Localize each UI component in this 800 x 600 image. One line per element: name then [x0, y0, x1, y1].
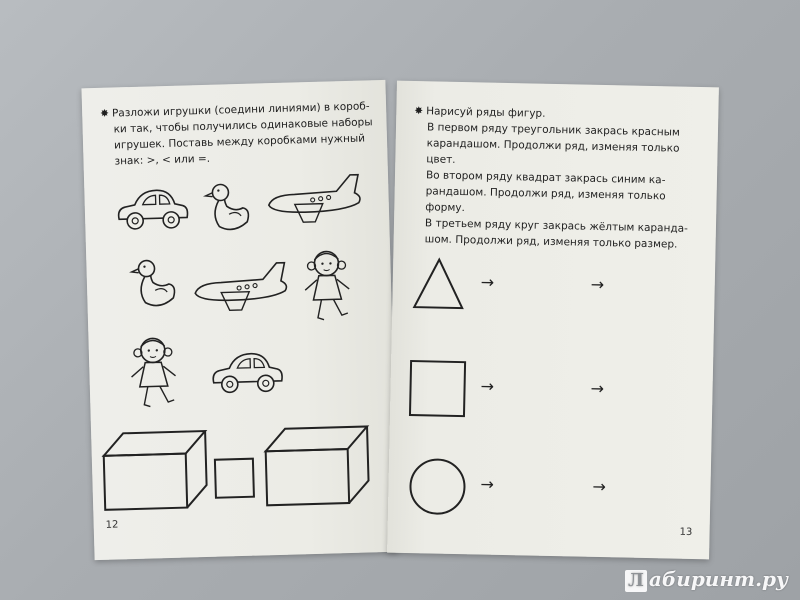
box-left-icon — [101, 427, 211, 512]
left-instruction-line: Разложи игрушки (соедини линиями) в короб- — [111, 100, 370, 120]
bullet-star-icon: ✸ — [414, 105, 424, 118]
arrow-icon: → — [480, 376, 495, 396]
left-page — [81, 80, 398, 560]
bullet-star-icon: ✸ — [100, 107, 110, 120]
left-instruction-line: знак: >, < или =. — [114, 152, 211, 168]
arrow-icon: → — [480, 474, 495, 494]
arrow-icon: → — [590, 378, 605, 399]
car-icon — [207, 347, 288, 399]
right-instruction — [411, 103, 704, 253]
arrow-icon: → — [592, 476, 607, 497]
duck-icon — [204, 180, 254, 237]
comparison-sign-box[interactable] — [214, 458, 255, 499]
right-page — [387, 81, 719, 560]
doll-icon — [296, 245, 358, 327]
right-instruction-line: форму. — [425, 201, 465, 215]
labirint-logo-icon: Л — [625, 570, 647, 592]
right-instruction-line: рандашом. Продолжи ряд, изменяя только — [425, 185, 666, 203]
right-instruction-line: Нарисуй ряды фигур. — [426, 105, 546, 120]
right-instruction-line: цвет. — [426, 153, 456, 166]
airplane-icon — [264, 166, 366, 229]
right-instruction-line: Во втором ряду квадрат закрась синим ка- — [425, 169, 666, 187]
square-shape — [408, 359, 467, 418]
car-icon — [112, 183, 193, 235]
page-number: 13 — [679, 526, 693, 538]
labirint-watermark — [625, 567, 788, 592]
triangle-shape — [412, 257, 465, 310]
circle-shape — [408, 457, 467, 516]
page-number: 12 — [105, 519, 119, 531]
box-right-icon — [263, 422, 373, 507]
doll-icon — [122, 332, 184, 414]
left-instruction-line: игрушек. Поставь между коробками нужный — [113, 132, 366, 152]
right-instruction-line: шом. Продолжи ряд, изменяя только размер. — [424, 233, 678, 251]
right-instruction-line: В третьем ряду круг закрась жёлтым каранда- — [424, 217, 689, 235]
left-instruction — [100, 98, 382, 170]
duck-icon — [130, 256, 180, 313]
arrow-icon: → — [590, 274, 605, 295]
right-instruction-line: В первом ряду треугольник закрась красным — [426, 121, 680, 139]
airplane-icon — [190, 255, 292, 318]
arrow-icon: → — [480, 272, 495, 292]
right-instruction-line: карандашом. Продолжи ряд, изменяя только — [426, 137, 680, 155]
left-instruction-line: ки так, чтобы получились одинаковые наборы — [113, 116, 373, 136]
watermark-text: абиринт.ру — [648, 567, 788, 591]
